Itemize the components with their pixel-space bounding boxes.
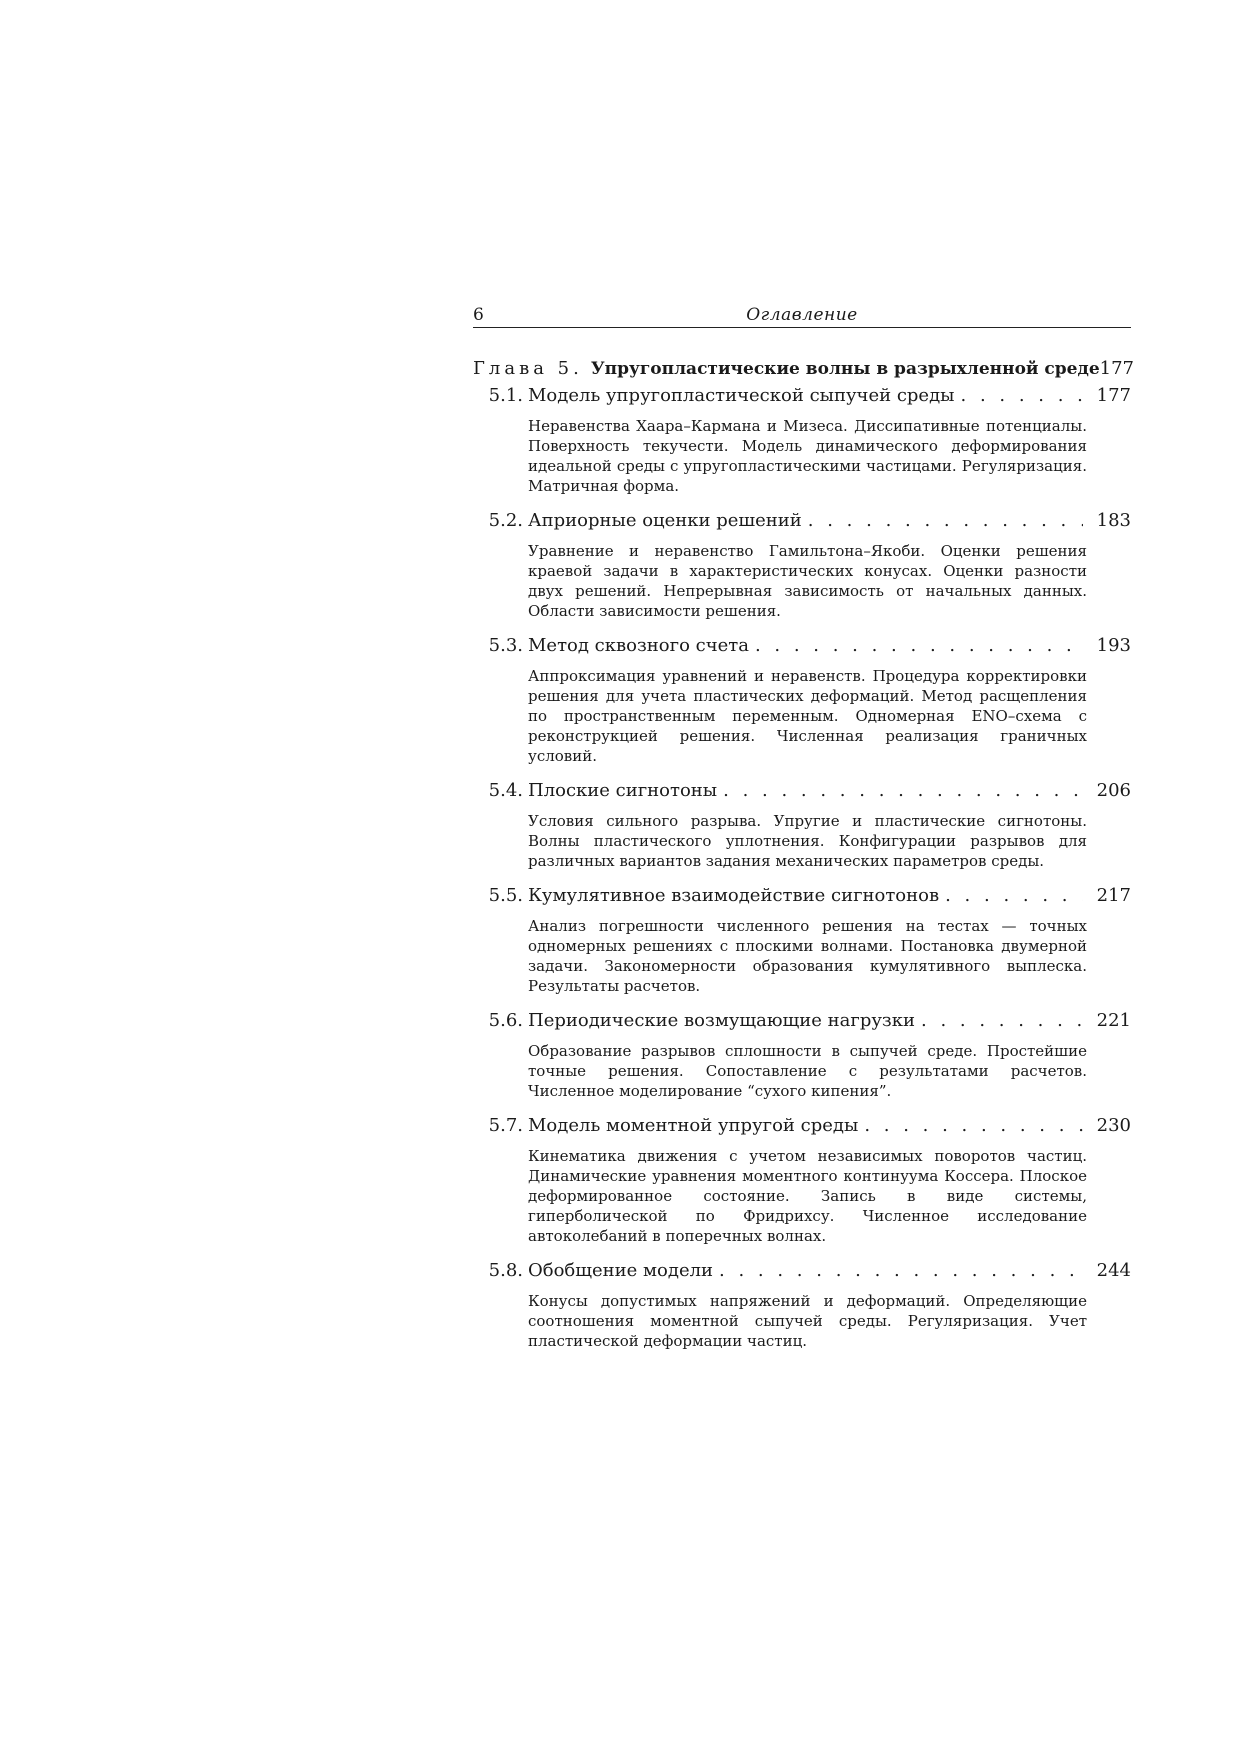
dot-leaders — [719, 1260, 1083, 1281]
chapter-title: Упругопластические волны в разрыхленной среде — [590, 359, 1100, 379]
section-title: Априорные оценки решений — [528, 510, 802, 531]
chapter-label: Глава 5. — [473, 358, 583, 379]
section-page: 230 — [1096, 1115, 1131, 1136]
section-page: 177 — [1096, 385, 1131, 406]
chapter-page: 177 — [1099, 358, 1134, 379]
chapter-entry — [473, 358, 1134, 379]
section-description: Анализ погрешности численного решения на тестах — точных одномерных решениях с плоскими волнами. Постановка двумерной задачи. Закономерности образования кумулятивного выплеска. Результаты расчетов. — [528, 917, 1087, 995]
dot-leaders — [921, 1010, 1083, 1031]
dot-leaders — [723, 780, 1083, 801]
section-page: 193 — [1096, 635, 1131, 656]
section-number: 5.6. — [488, 1010, 523, 1031]
section-number: 5.1. — [488, 385, 523, 406]
section-page: 206 — [1096, 780, 1131, 801]
dot-leaders — [945, 885, 1083, 906]
toc-section — [473, 385, 1131, 496]
section-page: 244 — [1096, 1260, 1131, 1281]
section-page: 221 — [1096, 1010, 1131, 1031]
section-page: 183 — [1096, 510, 1131, 531]
page — [473, 303, 1134, 1365]
section-number: 5.5. — [488, 885, 523, 906]
section-description: Конусы допустимых напряжений и деформаций. Определяющие соотношения моментной сыпучей среды. Регуляризация. Учет пластической деформации частиц. — [528, 1292, 1087, 1350]
section-title: Кумулятивное взаимодействие сигнотонов — [528, 885, 940, 906]
page-number: 6 — [473, 305, 484, 325]
dot-leaders — [864, 1115, 1083, 1136]
toc-section — [473, 1010, 1131, 1101]
dot-leaders — [808, 510, 1083, 531]
dot-leaders — [961, 385, 1084, 406]
toc-section — [473, 510, 1131, 621]
toc-section — [473, 1115, 1131, 1246]
section-description: Условия сильного разрыва. Упругие и пластические сигнотоны. Волны пластического уплотнения. Конфигурации разрывов для различных вариантов задания механических параметров среды. — [528, 812, 1087, 870]
section-title: Периодические возмущающие нагрузки — [528, 1010, 915, 1031]
section-number: 5.4. — [488, 780, 523, 801]
section-title: Плоские сигнотоны — [528, 780, 718, 801]
running-title: Оглавление — [746, 305, 858, 325]
section-title: Модель упругопластической сыпучей среды — [528, 385, 955, 406]
section-page: 217 — [1096, 885, 1131, 906]
section-description: Кинематика движения с учетом независимых поворотов частиц. Динамические уравнения моментного континуума Коссера. Плоское деформированное состояние. Запись в виде системы, гиперболической по Фридрихсу. Численное исследование автоколебаний в поперечных волнах. — [528, 1147, 1087, 1245]
section-number: 5.3. — [488, 635, 523, 656]
running-head — [473, 303, 1131, 328]
toc-section — [473, 885, 1131, 996]
dot-leaders — [755, 635, 1083, 656]
section-number: 5.7. — [488, 1115, 523, 1136]
section-number: 5.8. — [488, 1260, 523, 1281]
toc-section — [473, 635, 1131, 766]
section-title: Обобщение модели — [528, 1260, 714, 1281]
section-description: Уравнение и неравенство Гамильтона–Якоби. Оценки решения краевой задачи в характеристических конусах. Оценки разности двух решений. Непрерывная зависимость от начальных данных. Области зависимости решения. — [528, 542, 1087, 620]
section-title: Метод сквозного счета — [528, 635, 749, 656]
toc-section — [473, 780, 1131, 871]
section-title: Модель моментной упругой среды — [528, 1115, 859, 1136]
section-description: Образование разрывов сплошности в сыпучей среде. Простейшие точные решения. Сопоставление с результатами расчетов. Численное моделирование “сухого кипения”. — [528, 1042, 1087, 1100]
section-description: Аппроксимация уравнений и неравенств. Процедура корректировки решения для учета пластических деформаций. Метод расщепления по пространственным переменным. Одномерная ENO–схема с реконструкцией решения. Численная реализация граничных условий. — [528, 667, 1087, 765]
toc-section — [473, 1260, 1131, 1351]
section-number: 5.2. — [488, 510, 523, 531]
section-description: Неравенства Хаара–Кармана и Мизеса. Диссипативные потенциалы. Поверхность текучести. Модель динамического деформирования идеальной среды с упругопластическими частицами. Регуляризация. Матричная форма. — [528, 417, 1087, 495]
